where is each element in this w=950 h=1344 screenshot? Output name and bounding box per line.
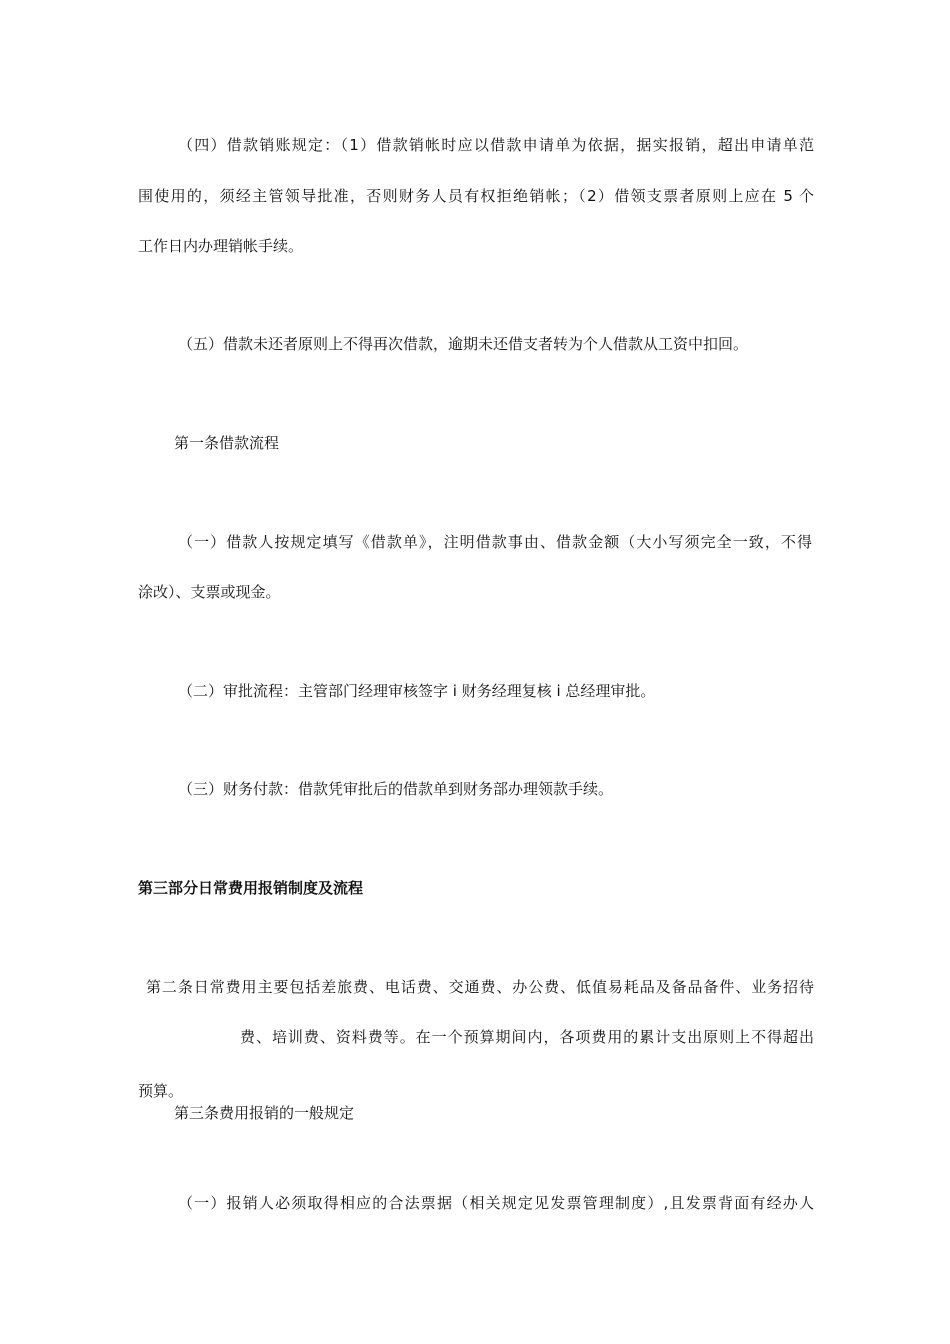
article-2-line-1: 第二条日常费用主要包括差旅费、电话费、交通费、办公费、低值易耗品及备品备件、业务招待: [146, 978, 814, 996]
part-3-heading: 第三部分日常费用报销制度及流程: [138, 879, 364, 897]
step-1-line-2: 涂改）、支票或现金。: [138, 583, 281, 601]
article-2-line-3: 预算。: [138, 1082, 184, 1100]
article-1-heading: 第一条借款流程: [174, 434, 280, 452]
paragraph-4-line-3: 工作日内办理销帐手续。: [138, 237, 304, 255]
step-2: （二）审批流程：主管部门经理审核签字 i 财务经理复核 i 总经理审批。: [178, 682, 656, 700]
paragraph-4-line-1: （四）借款销账规定：（1）借款销帐时应以借款申请单为依据，据实报销，超出申请单范: [178, 136, 814, 154]
article-2-line-2: 费、培训费、资料费等。在一个预算期间内，各项费用的累计支出原则上不得超出: [240, 1028, 814, 1046]
step-3: （三）财务付款：借款凭审批后的借款单到财务部办理领款手续。: [178, 780, 614, 798]
rule-1-line-1: （一）报销人必须取得相应的合法票据（相关规定见发票管理制度）,且发票背面有经办人: [178, 1194, 814, 1212]
article-3-heading: 第三条费用报销的一般规定: [174, 1104, 355, 1122]
paragraph-4-line-2: 围使用的，须经主管领导批准，否则财务人员有权拒绝销帐；（2）借领支票者原则上应在 5 个: [138, 187, 814, 205]
step-1-line-1: （一）借款人按规定填写《借款单》，注明借款事由、借款金额（大小写须完全一致，不得: [178, 533, 812, 551]
paragraph-5: （五）借款未还者原则上不得再次借款，逾期未还借支者转为个人借款从工资中扣回。: [178, 335, 749, 353]
